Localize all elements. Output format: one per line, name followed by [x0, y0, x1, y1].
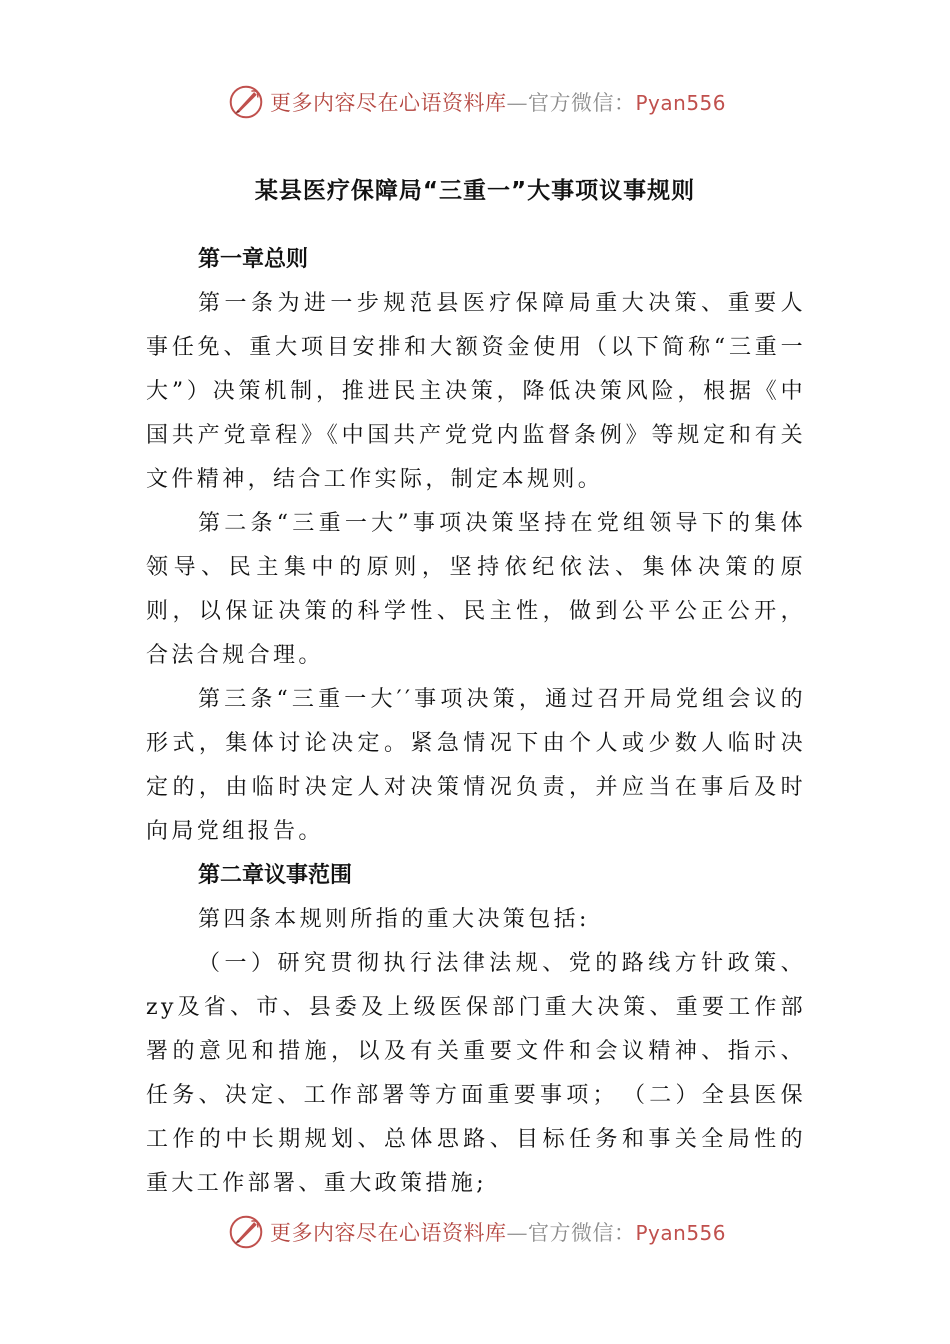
watermark-wechat-id: Pyan556 [635, 1221, 727, 1245]
watermark-main-text: 更多内容尽在心语资料库 [270, 1221, 507, 1245]
document-body [146, 238, 806, 1206]
article-4-items: （一）研究贯彻执行法律法规、党的路线方针政策、zy及省、市、县委及上级医保部门重大决策、重要工作部署的意见和措施，以及有关重要文件和会议精神、指示、任务、决定、工作部署等方面重要事项； （二）全县医保工作的中长期规划、总体思路、目标任务和事关全局性的重大工作部署、重大政策措施; [146, 951, 806, 1196]
watermark-banner-top [228, 82, 748, 122]
quill-pen-logo-icon [228, 84, 264, 120]
watermark-text [270, 1217, 726, 1247]
chapter-1-heading: 第一章总则 [198, 247, 309, 272]
chapter-2-heading: 第二章议事范围 [198, 863, 353, 888]
watermark-wechat-label: 官方微信： [528, 1221, 636, 1245]
article-3: 第三条“三重一大′′事项决策，通过召开局党组会议的形式，集体讨论决定。紧急情况下由个人或少数人临时决定的，由临时决定人对决策情况负责，并应当在事后及时向局党组报告。 [146, 687, 806, 844]
article-1: 第一条为进一步规范县医疗保障局重大决策、重要人事任免、重大项目安排和大额资金使用（以下简称“三重一大”）决策机制，推进民主决策，降低决策风险，根据《中国共产党章程》《中国共产党党内监督条例》等规定和有关文件精神，结合工作实际，制定本规则。 [146, 291, 806, 492]
quill-pen-logo-icon [228, 1214, 264, 1250]
article-4: 第四条本规则所指的重大决策包括: [198, 907, 590, 932]
watermark-separator: — [506, 91, 528, 115]
watermark-banner-bottom [228, 1212, 748, 1252]
watermark-separator: — [506, 1221, 528, 1245]
watermark-wechat-id: Pyan556 [635, 91, 727, 115]
document-title: 某县医疗保障局“三重一”大事项议事规则 [254, 178, 696, 204]
watermark-wechat-label: 官方微信： [528, 91, 636, 115]
watermark-text [270, 87, 726, 117]
watermark-main-text: 更多内容尽在心语资料库 [270, 91, 507, 115]
article-2: 第二条“三重一大”事项决策坚持在党组领导下的集体领导、民主集中的原则，坚持依纪依法、集体决策的原则，以保证决策的科学性、民主性，做到公平公正公开，合法合规合理。 [146, 511, 806, 668]
